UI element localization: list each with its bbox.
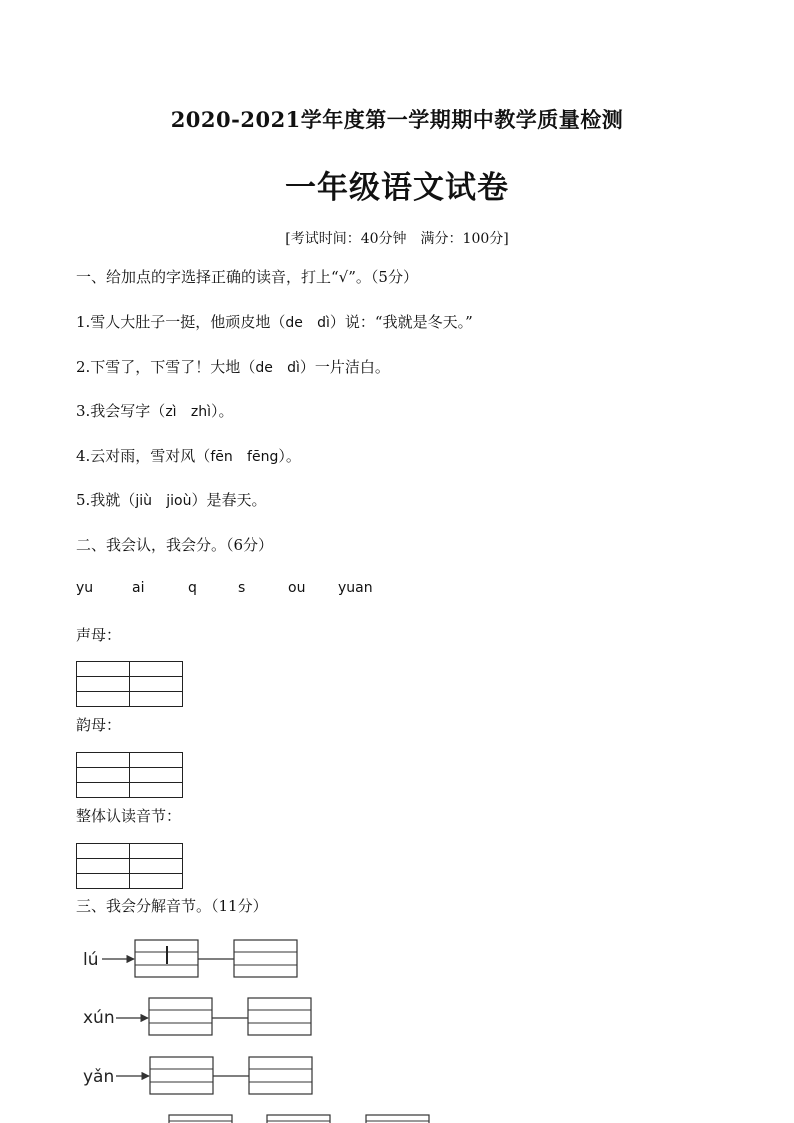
initials-answer-grid[interactable] (76, 661, 183, 707)
writing-box[interactable] (169, 1115, 232, 1123)
item-text-pre: 4.云对雨，雪对风（ (76, 447, 211, 465)
section2-heading: 二、我会认，我会分。（6分） (76, 536, 274, 554)
syllable-row-4 (169, 1115, 429, 1123)
writing-box-left[interactable] (150, 1057, 213, 1094)
item-text-pre: 5.我就（ (76, 491, 136, 509)
exam-time-score: [考试时间：40分钟 满分：100分] (285, 231, 509, 247)
section3-heading: 三、我会分解音节。（11分） (76, 897, 268, 915)
exam-subtitle: 2020-2021学年度第一学期期中教学质量检测 (170, 107, 624, 132)
pinyin-option-2: dì (287, 360, 300, 376)
item-text-post: ）是春天。 (191, 491, 267, 509)
pinyin-option-2: dì (317, 315, 330, 331)
answer-cell[interactable] (130, 844, 183, 859)
pinyin-option-2: zhì (190, 404, 211, 420)
writing-box-right[interactable] (234, 940, 297, 977)
answer-cell[interactable] (130, 768, 183, 783)
question-item-3 (76, 400, 234, 421)
writing-box-left[interactable] (149, 998, 212, 1035)
pinyin-option-1: de (255, 360, 273, 376)
item-text-pre: 3.我会写字（ (76, 402, 166, 420)
answer-cell[interactable] (77, 692, 130, 707)
writing-box[interactable] (267, 1115, 330, 1123)
item-text-post: ）。 (211, 402, 234, 420)
answer-cell[interactable] (77, 768, 130, 783)
syllable-label: yǎn (83, 1067, 115, 1087)
finals-answer-grid[interactable] (76, 752, 183, 798)
answer-cell[interactable] (130, 874, 183, 889)
item-text-pre: 1.雪人大肚子一挺，他顽皮地（ (76, 313, 286, 331)
answer-cell[interactable] (77, 859, 130, 874)
whole-syllables-answer-grid[interactable] (76, 843, 183, 889)
item-text-pre: 2.下雪了，下雪了！大地（ (76, 358, 256, 376)
whole-syllables-label: 整体认读音节： (76, 807, 182, 825)
syllable-label: xún (83, 1008, 115, 1028)
pinyin-option-2: fēng (247, 449, 279, 465)
answer-cell[interactable] (130, 859, 183, 874)
pinyin-option-2: jioù (166, 493, 192, 509)
answer-cell[interactable] (77, 753, 130, 768)
answer-cell[interactable] (77, 874, 130, 889)
writing-box-left[interactable] (135, 940, 198, 977)
letter-item: yuan (338, 580, 373, 596)
syllable-row-2 (83, 998, 311, 1035)
letter-item: yu (76, 580, 94, 596)
syllable-row-3 (83, 1057, 312, 1094)
answer-cell[interactable] (130, 662, 183, 677)
answer-cell[interactable] (77, 662, 130, 677)
writing-box-right[interactable] (249, 1057, 312, 1094)
letter-item: q (188, 580, 197, 596)
answer-cell[interactable] (130, 677, 183, 692)
pinyin-option-1: fēn (210, 449, 233, 465)
question-item-4 (76, 445, 301, 466)
pinyin-option-1: jiù (135, 493, 152, 509)
syllable-row-1 (83, 940, 297, 977)
item-text-post: ）。 (278, 447, 301, 465)
answer-cell[interactable] (77, 844, 130, 859)
question-item-5 (76, 489, 267, 510)
question-item-2 (76, 356, 390, 377)
answer-cell[interactable] (130, 783, 183, 798)
question-item-1 (76, 311, 473, 332)
answer-cell[interactable] (77, 677, 130, 692)
exam-title: 一年级语文试卷 (285, 170, 509, 206)
section1-heading: 一、给加点的字选择正确的读音，打上“√”。（5分） (76, 268, 418, 286)
answer-cell[interactable] (130, 753, 183, 768)
finals-label: 韵母： (76, 716, 122, 734)
item-text-post: ）说：“我就是冬天。” (329, 313, 473, 331)
initials-label: 声母： (76, 626, 122, 644)
letter-item: ai (132, 580, 145, 596)
pinyin-option-1: zì (165, 404, 177, 420)
item-text-post: ）一片洁白。 (299, 358, 390, 376)
answer-cell[interactable] (130, 692, 183, 707)
syllable-label: lú (83, 950, 99, 970)
letter-list (76, 580, 373, 596)
writing-box-right[interactable] (248, 998, 311, 1035)
letter-item: ou (288, 580, 306, 596)
syllable-split-diagram (76, 932, 436, 1123)
writing-box[interactable] (366, 1115, 429, 1123)
pinyin-option-1: de (285, 315, 303, 331)
answer-cell[interactable] (77, 783, 130, 798)
letter-item: s (238, 580, 246, 596)
